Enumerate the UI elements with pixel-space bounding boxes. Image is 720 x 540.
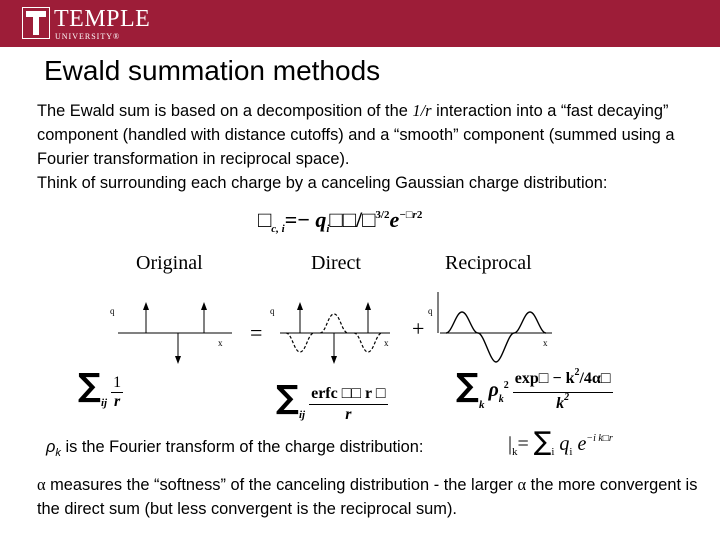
one-over-r: 1/r <box>412 101 432 120</box>
slide-title: Ewald summation methods <box>44 55 381 86</box>
equals-operator: = <box>250 320 263 345</box>
exponent: −i k□r <box>586 433 613 444</box>
slash: / <box>355 207 363 232</box>
fourier-equation <box>508 427 613 457</box>
para1-text-b: interaction into a “fast decaying” component (handled with distance cutoffs) and a “smooth” component (summed using a Fourier transformation in reciprocal space). <box>37 102 675 168</box>
alpha-text-b: the more convergent is the direct sum (but less convergent is the reciprocal sum). <box>37 476 698 518</box>
rho-k-symbol: | <box>508 433 513 455</box>
rho-symbol: ρ <box>46 438 56 456</box>
charge-q: q <box>315 207 327 232</box>
plot-reciprocal <box>438 292 552 362</box>
sigma-icon: ∑ <box>533 427 552 457</box>
rho-symbol: ρ <box>488 379 499 401</box>
charge-subscript: i <box>569 446 573 458</box>
alpha-symbol: α <box>37 475 46 494</box>
fraction-numerator: 1 <box>113 373 122 391</box>
power-three-halves: 3/2 <box>375 209 390 221</box>
sum-subscript: ij <box>100 397 108 409</box>
paragraph-2: Think of surrounding each charge by a canceling Gaussian charge distribution: <box>37 174 608 192</box>
equals-sign: = <box>284 207 298 232</box>
axis-label-x: x <box>543 338 548 348</box>
logo-subtitle: UNIVERSITY® <box>55 32 121 41</box>
fraction-denominator: r <box>113 392 121 410</box>
axis-label-q: q <box>110 306 115 316</box>
rho-description-text: is the Fourier transform of the charge distribution: <box>60 438 424 456</box>
rho-k-subscript: k <box>512 446 518 458</box>
exp-numerator: exp□ − k <box>514 369 575 387</box>
charge-subscript: i <box>326 223 330 235</box>
sum-original <box>78 366 123 411</box>
rho-subscript: c, i <box>271 223 285 235</box>
pi-glyph: □ <box>362 207 376 232</box>
alpha-paragraph <box>37 473 707 521</box>
axis-label-x: x <box>384 338 389 348</box>
alpha-glyph: □□ <box>329 207 356 232</box>
fraction-denominator: k <box>556 394 565 412</box>
sum-direct <box>276 378 388 425</box>
sum-reciprocal <box>456 366 613 417</box>
alpha-symbol: α <box>517 475 527 494</box>
exponent-power: 2 <box>416 209 423 221</box>
rho-description <box>46 436 423 460</box>
rho-subscript: k <box>498 394 504 405</box>
plot-original <box>118 302 232 364</box>
minus-sign: − <box>297 207 310 232</box>
sum-subscript: i <box>551 446 555 458</box>
exponent: −□r <box>399 209 417 221</box>
exp-e: e <box>389 207 400 232</box>
alpha-text-a: measures the “softness” of the canceling distribution - the larger <box>45 476 518 494</box>
logo-wordmark: TEMPLE <box>54 6 151 32</box>
sum-subscript: ij <box>298 409 306 421</box>
axis-label-q: q <box>270 306 275 316</box>
axis-label-x: x <box>218 338 223 348</box>
k-power: 2 <box>574 366 580 378</box>
plot-direct <box>280 302 390 364</box>
sigma-icon: ∑ <box>456 366 479 404</box>
fraction-denominator: r <box>345 405 352 423</box>
sum-subscript: k <box>478 399 485 411</box>
charge-q: q <box>559 433 570 455</box>
axis-label-q: q <box>428 306 433 316</box>
sigma-icon: ∑ <box>78 366 101 404</box>
exp-numerator-tail: /4α□ <box>579 369 611 387</box>
exp-e: e <box>577 433 587 455</box>
rho-subscript: k <box>55 447 61 459</box>
column-direct: Direct <box>311 252 361 274</box>
rho-power: 2 <box>503 380 509 391</box>
erfc-numerator: erfc □□ r □ <box>309 384 387 405</box>
para1-text-a: The Ewald sum is based on a decomposition of the <box>37 102 413 120</box>
k-power: 2 <box>564 391 570 403</box>
plus-operator: + <box>412 316 425 341</box>
rho-symbol: □ <box>258 207 272 232</box>
column-original: Original <box>136 252 203 274</box>
column-reciprocal: Reciprocal <box>445 252 532 274</box>
equals-sign: = <box>517 433 529 455</box>
sigma-icon: ∑ <box>276 378 299 416</box>
